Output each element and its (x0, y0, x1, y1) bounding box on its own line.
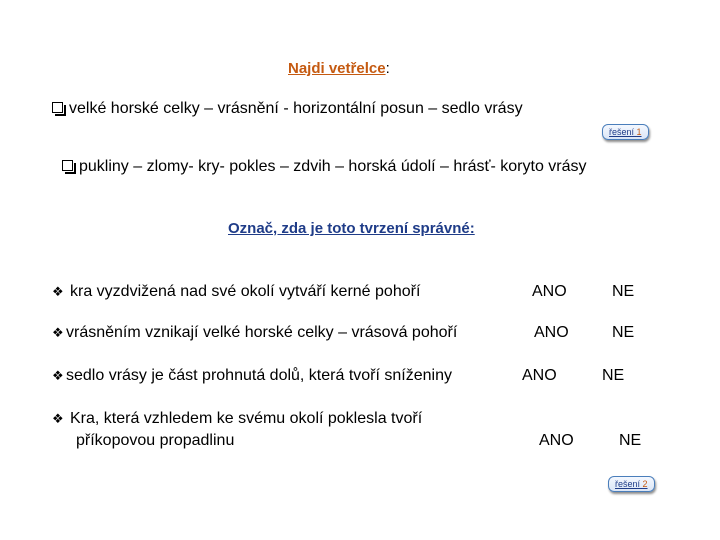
diamond-bullet-icon: ❖ (52, 368, 64, 383)
solution-button-1-label: řešení (609, 127, 635, 137)
solution-button-2-num: 2 (642, 479, 648, 489)
diamond-bullet-icon: ❖ (52, 411, 64, 426)
checkbox-bullet-icon (52, 102, 63, 113)
statement-4-ano[interactable]: ANO (539, 432, 574, 449)
statement-1-text: kra vyzdvižená nad své okolí vytváří kerné pohoří (70, 283, 421, 300)
page-title (288, 60, 390, 77)
statement-3-ne[interactable]: NE (602, 367, 625, 384)
title-suffix: : (385, 60, 390, 77)
statement-2-text: vrásněním vznikají velké horské celky – vrásová pohoří (66, 324, 458, 341)
statement-1-ano[interactable]: ANO (532, 283, 567, 300)
statement-4-text-line2: příkopovou propadlinu (76, 432, 235, 449)
section-title: Označ, zda je toto tvrzení správné: (228, 220, 475, 237)
bullet-text-1: velké horské celky – vrásnění - horizontální posun – sedlo vrásy (69, 100, 523, 117)
solution-button-1-num: 1 (636, 127, 642, 137)
solution-button-2[interactable] (608, 476, 655, 492)
bullet-line-1 (52, 100, 523, 118)
statement-2-ano[interactable]: ANO (534, 324, 569, 341)
diamond-bullet-icon: ❖ (52, 284, 64, 299)
statement-1 (52, 283, 420, 301)
statement-3-ano[interactable]: ANO (522, 367, 557, 384)
statement-3-text: sedlo vrásy je část prohnutá dolů, která tvoří sníženiny (66, 367, 452, 384)
statement-4-text-line1: Kra, která vzhledem ke svému okolí poklesla tvoří (70, 410, 423, 427)
statement-4-ne[interactable]: NE (619, 432, 642, 449)
statement-1-ne[interactable]: NE (612, 283, 635, 300)
solution-button-2-label: řešení (615, 479, 641, 489)
bullet-line-2 (62, 158, 587, 176)
bullet-text-2: pukliny – zlomy- kry- pokles – zdvih – horská údolí – hrásť- koryto vrásy (79, 158, 587, 175)
statement-2 (52, 324, 457, 342)
checkbox-bullet-icon (62, 160, 73, 171)
statement-4 (52, 410, 422, 428)
statement-3 (52, 367, 452, 385)
statement-2-ne[interactable]: NE (612, 324, 635, 341)
solution-button-1[interactable] (602, 124, 649, 140)
title-main: Najdi vetřelce (288, 60, 386, 77)
diamond-bullet-icon: ❖ (52, 325, 64, 340)
